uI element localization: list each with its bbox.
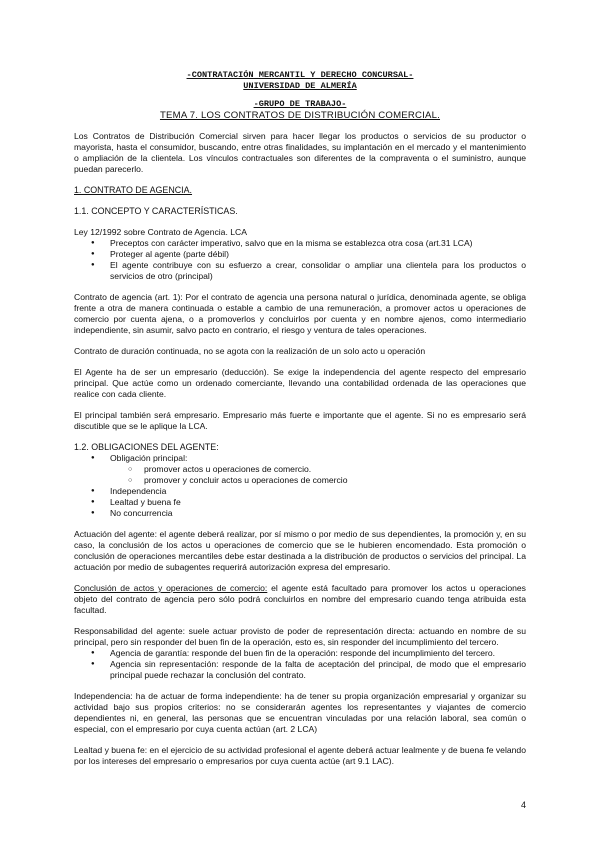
list-item: ● Proteger al agente (parte débil) [74,249,526,260]
topic-title: TEMA 7. LOS CONTRATOS DE DISTRIBUCIÓN COMERCIAL. [159,110,441,121]
list-item: ● Agencia de garantía: responde del buen fin de la operación: responde del incumplimiento del tercero. [74,648,526,659]
intro-paragraph: Los Contratos de Distribución Comercial sirven para hacer llegar los productos o servicios de su productor o mayorista, hasta el consumidor, buscando, entre otras finalidades, su implantación en el mercado y el mantenimiento o ampliación de la clientela. Los vínculos contractuales son diferentes de la compraventa o el suministro, aunque puedan parecerlo. [74,131,526,174]
law-bullet-list [74,238,526,282]
list-item [74,453,526,464]
obligations-sublist [74,464,526,486]
list-item: ● El agente contribuye con su esfuerzo a crear, consolidar o ampliar una clientela para los productos o servicios de otro (principal) [74,260,526,282]
list-item: ● No concurrencia [74,508,526,519]
actuation-paragraph: Actuación del agente: el agente deberá realizar, por sí mismo o por medio de sus dependientes, la promoción y, en su caso, la conclusión de los actos u operaciones de comercio que se le hubieren encomendado. Esta promoción o conclusión de operaciones mercantiles debe estar destinada a la distribución de productos o servicios del principal. La actuación por medio de subagentes requerirá autorización expresa del empresario. [74,529,526,572]
course-title: -CONTRATACIÓN MERCANTIL Y DERECHO CONCURSAL- [186,70,414,80]
obligations-list [74,453,526,464]
section-heading-1: 1. CONTRATO DE AGENCIA. [74,185,193,195]
law-reference: Ley 12/1992 sobre Contrato de Agencia. LCA [74,227,247,237]
list-item: ○ promover y concluir actos u operaciones de comercio [74,475,526,486]
list-item: ● Agencia sin representación: responde de la falta de aceptación del principal, de modo que el empresario principal puede rechazar la conclusión del contrato. [74,659,526,681]
conclusion-body: el agente está facultado para promover los actos u operaciones objeto del contrato de agencia pero sólo podrá concluirlos en nombre del empresario cuando tenga atribuida esta facultad. [74,583,526,615]
section-heading-1-1: 1.1. CONCEPTO Y CARACTERÍSTICAS. [74,206,238,216]
list-item: ● Independencia [74,486,526,497]
page-number: 4 [520,800,526,810]
conclusion-heading: Conclusión de actos y operaciones de comercio: [74,583,268,593]
university-name: UNIVERSIDAD DE ALMERÍA [243,81,357,91]
agent-paragraph: El Agente ha de ser un empresario (deducción). Se exige la independencia del agente respecto del empresario principal. Que actúe como un ordenado comerciante, llevando una contabilidad ordenada de las operaciones que realice con cada cliente. [74,367,526,399]
loyalty-paragraph: Lealtad y buena fe: en el ejercicio de su actividad profesional el agente deberá actuar lealmente y de buena fe velando por los intereses del empresario o empresarios por cuya cuenta actúe (art 9.1 LAC). [74,745,526,766]
duration-paragraph: Contrato de duración continuada, no se agota con la realización de un solo acto u operación [74,346,426,356]
independence-paragraph: Independencia: ha de actuar de forma independiente: ha de tener su propia organización empresarial y organizar su actividad bajo sus propios criterios: no se considerarán agentes los representantes y viajantes de comercio dependientes ni, en general, las personas que se encuentran vinculadas por una relación laboral, sea común o especial, con el empresario por cuya cuenta actúan (art. 2 LCA) [74,691,526,734]
responsibility-list [74,648,526,681]
list-item: ○ promover actos u operaciones de comercio. [74,464,526,475]
principal-paragraph: El principal también será empresario. Empresario más fuerte e importante que el agente. Si no es empresario será discutible que se le aplique la LCA. [74,410,526,431]
group-label: -GRUPO DE TRABAJO- [253,99,347,109]
obligation-principal-label: Obligación principal: [110,453,188,463]
document-header [74,70,526,121]
obligations-list-rest [74,486,526,519]
section-heading-1-2: 1.2. OBLIGACIONES DEL AGENTE: [74,442,219,452]
list-item: ● Preceptos con carácter imperativo, salvo que en la misma se establezca otra cosa (art.31 LCA) [74,238,526,249]
conclusion-paragraph [74,583,526,616]
list-item: ● Lealtad y buena fe [74,497,526,508]
responsibility-paragraph: Responsabilidad del agente: suele actuar provisto de poder de representación directa: actuando en nombre de su principal, pero sin responder del buen fin de la operación, esto es, sin responder del incumplimiento del tercero. [74,626,526,647]
agency-contract-definition: Contrato de agencia (art. 1): Por el contrato de agencia una persona natural o jurídica, denominada agente, se obliga frente a otra de manera continuada o estable a cambio de una remuneración, a promover actos u operaciones de comercio por cuenta ajena, o a promoverlos y concluirlos por cuenta y en nombre ajenos, como intermediario independiente, sin asumir, salvo pacto en contrario, el riesgo y ventura de tales operaciones. [74,292,526,335]
